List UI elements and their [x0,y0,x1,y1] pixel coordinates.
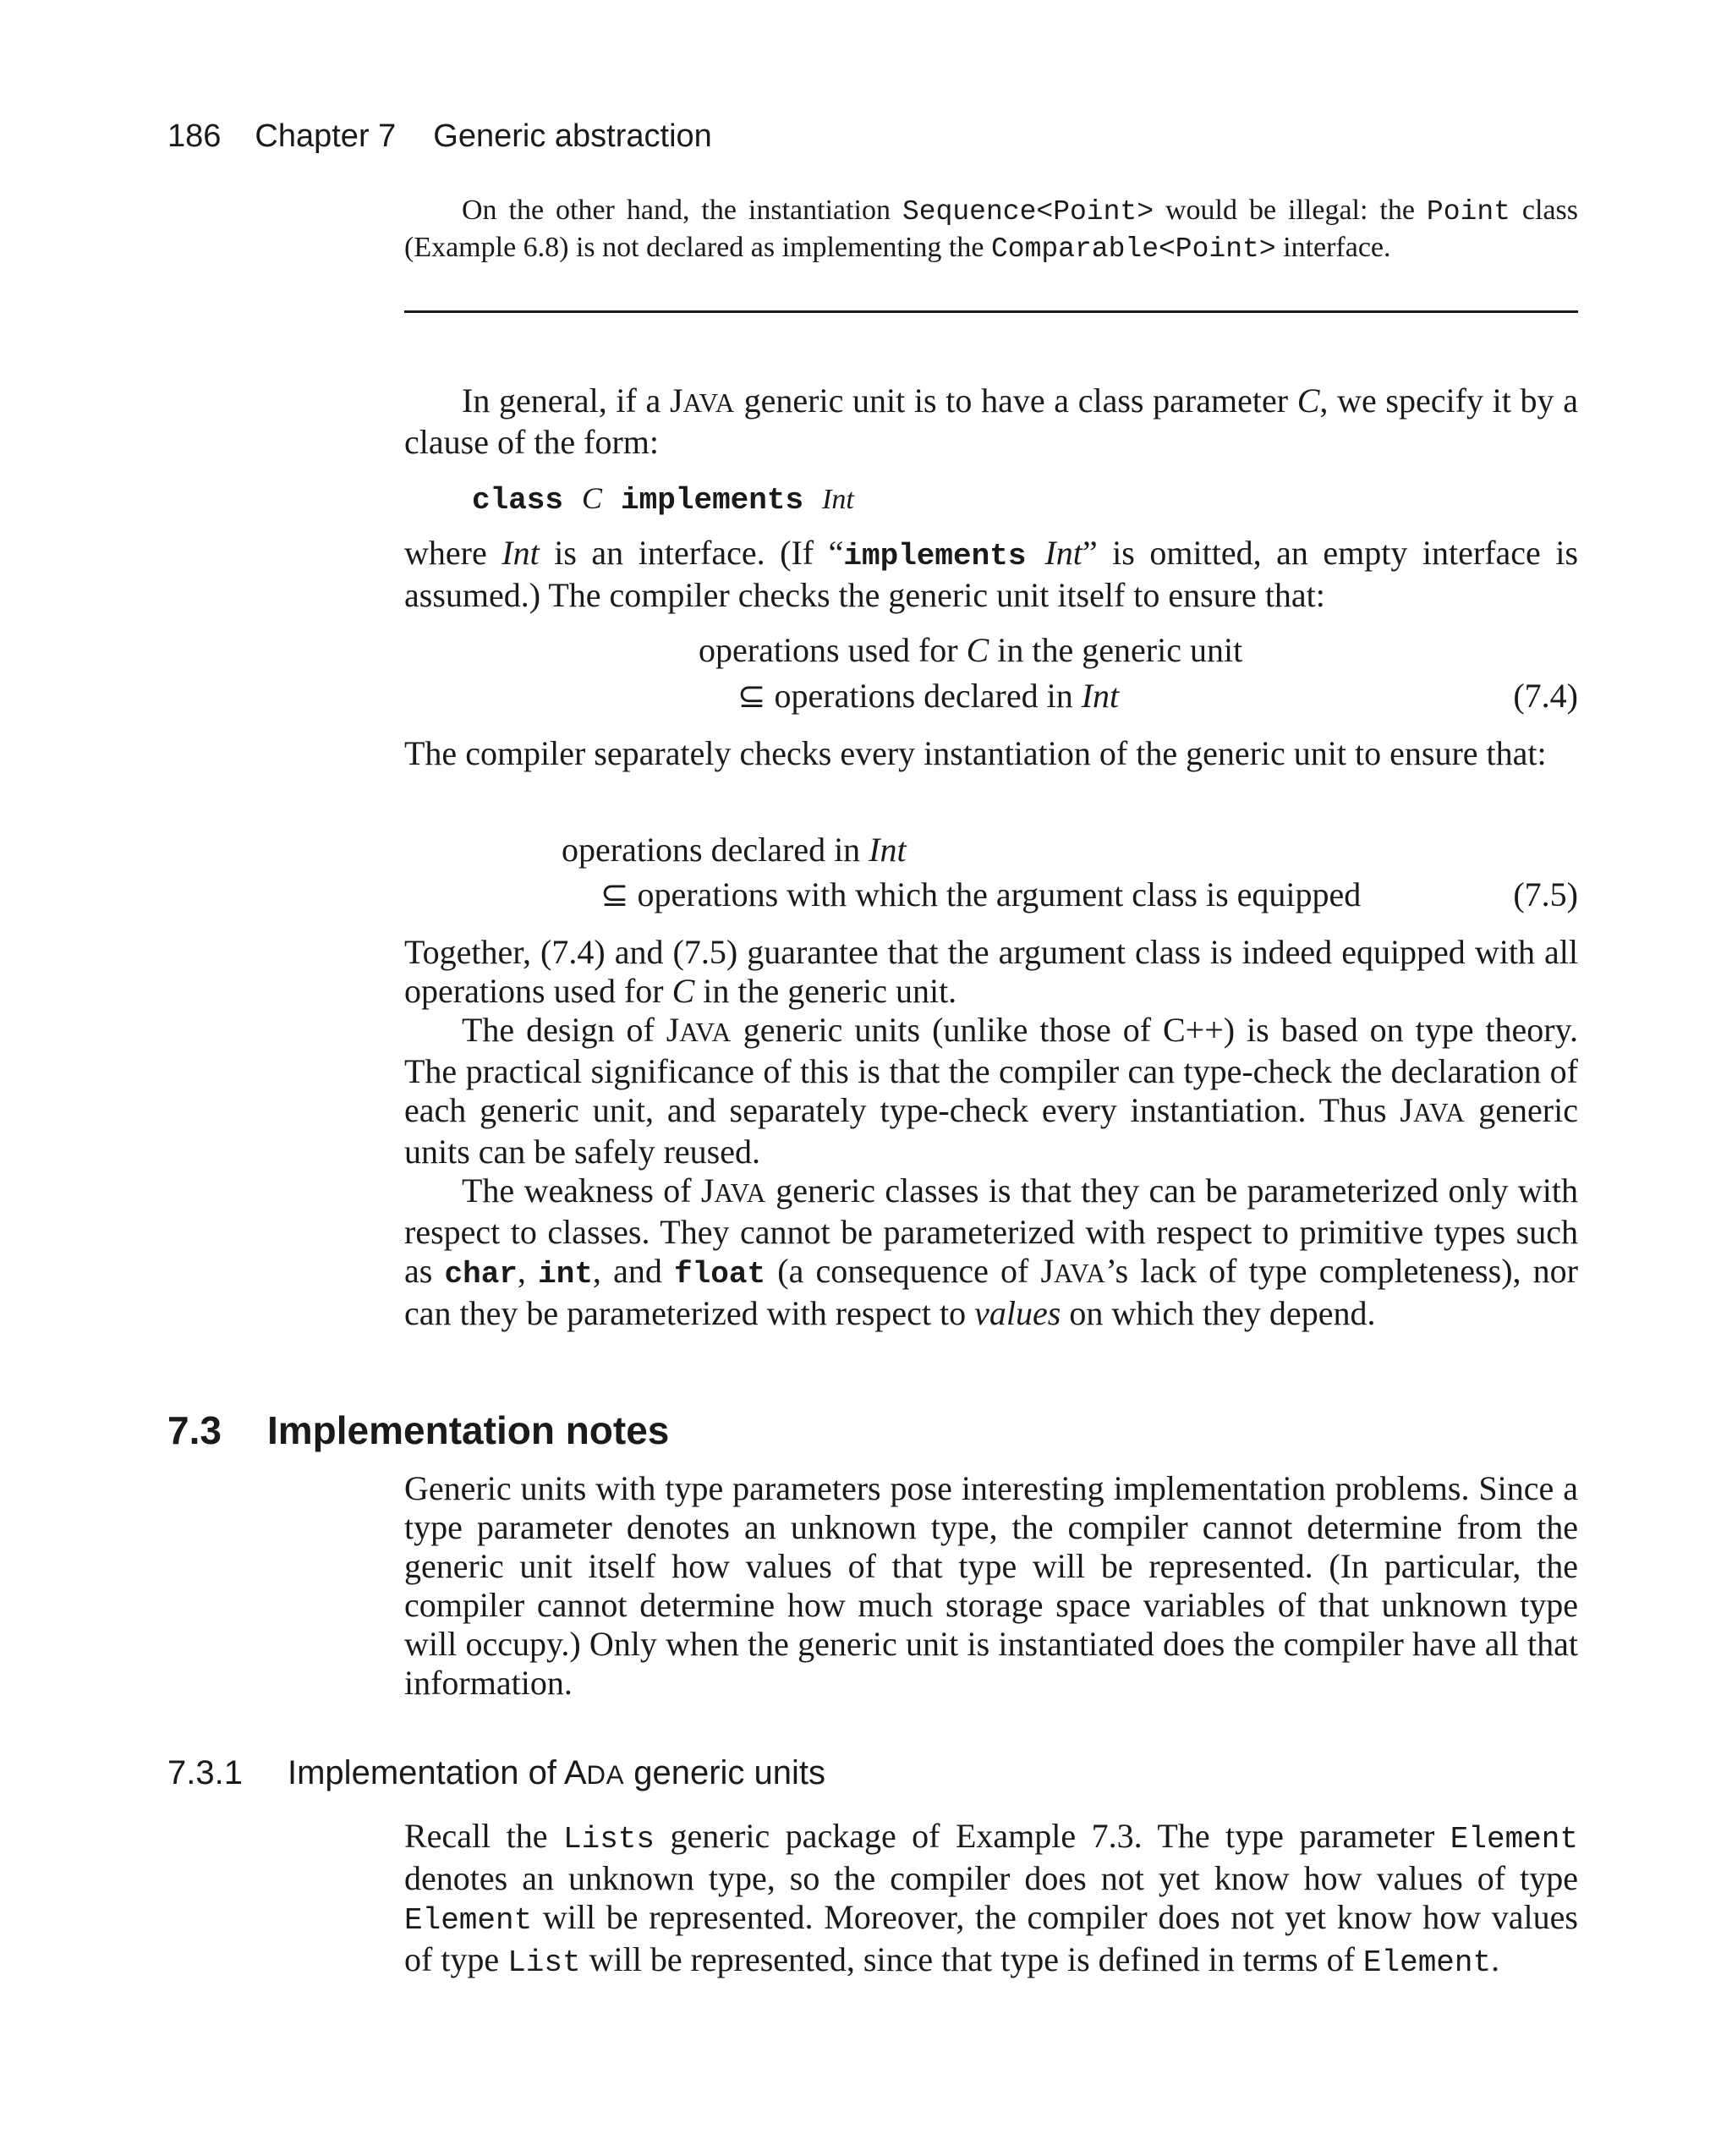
subsection-heading [167,1754,825,1792]
equation-7-4-line-1: operations used for C in the generic unit [699,631,1243,669]
section-body [404,1469,1578,1703]
subsection-title: Implementation of ADA generic units [288,1754,826,1791]
equation-7-5-line-1: operations declared in Int [562,831,907,869]
paragraph-text: Together, (7.4) and (7.5) guarantee that the argument class is indeed equipped with all operations used for C in the generic unit. [404,933,1578,1010]
equation-7-5-line-2: ⊆ operations with which the argument class is equipped [600,875,1362,913]
equation-7-4-line-2: ⊆ operations declared in Int [737,677,1120,715]
code-clause: class C implements Int [472,481,854,518]
paragraph-1 [404,381,1578,462]
chapter-title: Generic abstraction [433,118,712,154]
paragraph-4-6 [404,933,1578,1333]
equation-number-7-5: (7.5) [1513,875,1578,913]
example-end-rule [404,310,1578,313]
section-number: 7.3 [167,1408,222,1452]
subsection-number: 7.3.1 [167,1754,243,1791]
paragraph-text: Recall the Lists generic package of Example 7.3. The type parameter Element denotes an unknown type, so the compiler does not yet know how values of type Element will be represented. Moreover, the compiler does not yet know how values of type List will be represented, since that type is defined in terms of Element. [404,1817,1578,1980]
example-tail-text: On the other hand, the instantiation Sequence<Point> would be illegal: the Point class (Example 6.8) is not declared as implementing the Comparable<Point> interface. [404,195,1578,265]
paragraph-text: The compiler separately checks every instantiation of the generic unit to ensure that: [404,734,1547,772]
paragraph-text: The weakness of JAVA generic classes is that they can be parameterized only with respect to classes. They cannot be parameterized with respect to primitive types such as char, int, and float (a consequence of JAVA’s lack of type completeness), nor can they be parameterized with respect to values on which they depend. [404,1171,1579,1332]
example-tail [404,193,1578,267]
paragraph-3 [404,734,1578,773]
page-number: 186 [167,118,222,154]
running-head [167,118,712,155]
section-title: Implementation notes [267,1408,670,1452]
subsection-body [404,1817,1578,1983]
paragraph-2 [404,534,1578,615]
paragraph-text: where Int is an interface. (If “implements Int” is omitted, an empty interface is assumed.) The compiler checks the generic unit itself to ensure that: [404,534,1579,614]
equation-number-7-4: (7.4) [1513,677,1578,715]
chapter-label: Chapter 7 [255,118,397,154]
paragraph-text: In general, if a JAVA generic unit is to have a class parameter C, we specify it by a clause of the form: [404,381,1578,461]
paragraph-text: The design of JAVA generic units (unlike those of C++) is based on type theory. The practical significance of this is that the compiler can type-check the declaration of each generic unit, and separately type-check every instantiation. Thus JAVA generic units can be safely reused. [404,1011,1578,1171]
section-heading [167,1407,669,1453]
paragraph-text: Generic units with type parameters pose interesting implementation problems. Since a type parameter denotes an unknown type, the compiler cannot determine from the generic unit itself how values of that type will be represented. (In particular, the compiler cannot determine how much storage space variables of that unknown type will occupy.) Only when the generic unit is instantiated does the compiler have all that information. [404,1469,1578,1702]
